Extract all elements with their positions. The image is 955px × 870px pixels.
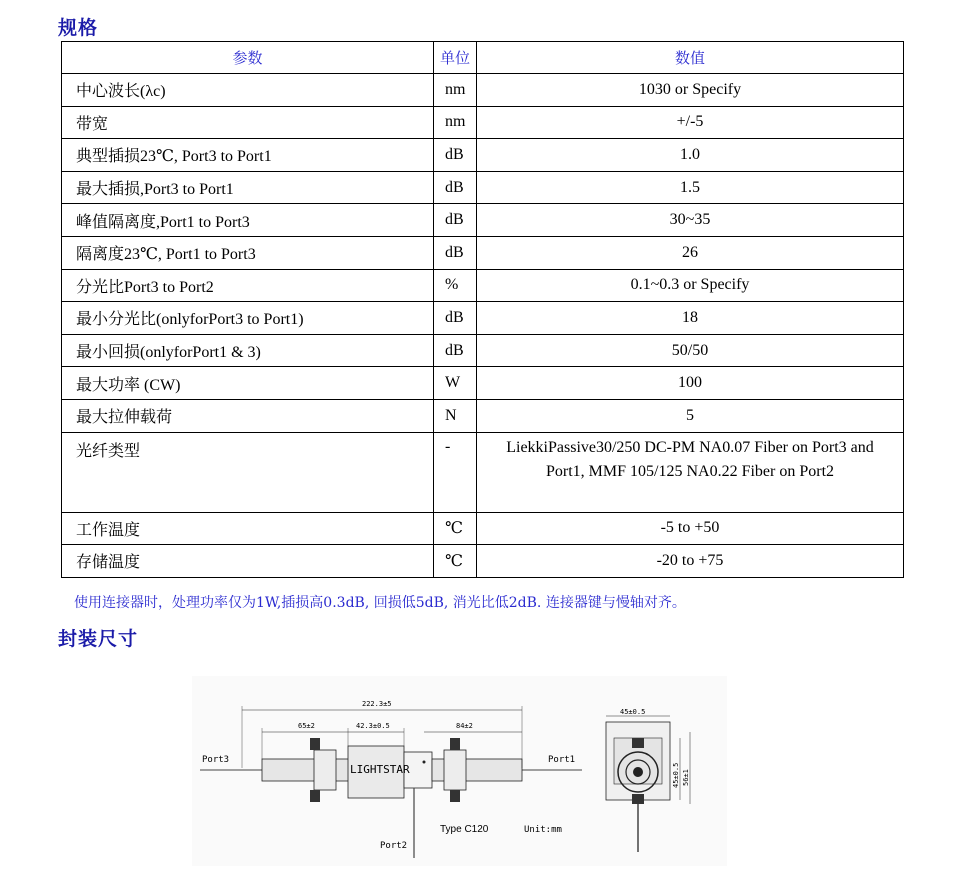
- cell-value: +/-5: [477, 106, 904, 139]
- table-row: [62, 512, 904, 545]
- cell-param: 峰值隔离度,Port1 to Port3: [62, 204, 434, 237]
- cell-unit: W: [434, 367, 477, 400]
- cell-value: 5: [477, 399, 904, 432]
- cell-unit: nm: [434, 74, 477, 107]
- port1-label: Port1: [548, 755, 576, 765]
- cell-value: 1.5: [477, 171, 904, 204]
- cell-param: 工作温度: [62, 512, 434, 545]
- cell-param: 隔离度23℃, Port1 to Port3: [62, 236, 434, 269]
- cell-value: LiekkiPassive30/250 DC-PM NA0.07 Fiber on Port3 and Port1, MMF 105/125 NA0.22 Fiber on Port2: [477, 432, 904, 512]
- cell-unit: dB: [434, 302, 477, 335]
- brand-label: LIGHTSTAR: [350, 763, 410, 776]
- cell-param: 最小分光比(onlyforPort3 to Port1): [62, 302, 434, 335]
- port3-label: Port3: [202, 755, 230, 765]
- table-row: [62, 367, 904, 400]
- cell-value: -20 to +75: [477, 545, 904, 578]
- side-view-core: [633, 767, 643, 777]
- table-row: [62, 334, 904, 367]
- spec-table: [61, 41, 904, 578]
- spec-heading: 规格: [58, 17, 99, 39]
- dim-side-height: 56±1: [682, 769, 690, 786]
- right-screw-bottom: [450, 790, 460, 802]
- cell-unit: ℃: [434, 512, 477, 545]
- cell-value: 100: [477, 367, 904, 400]
- cell-value: -5 to +50: [477, 512, 904, 545]
- cell-value: 18: [477, 302, 904, 335]
- type-label: Type C120: [440, 824, 489, 835]
- package-heading: 封装尺寸: [58, 628, 139, 650]
- package-drawing: [192, 676, 727, 866]
- header-param: 参数: [62, 42, 434, 74]
- cell-value: 30~35: [477, 204, 904, 237]
- left-screw-top: [310, 738, 320, 750]
- right-clamp: [444, 750, 466, 790]
- dim-mid: 42.3±0.5: [356, 722, 390, 730]
- cell-value: 1030 or Specify: [477, 74, 904, 107]
- table-row: [62, 399, 904, 432]
- header-value: 数值: [477, 42, 904, 74]
- cell-value: 26: [477, 236, 904, 269]
- port2-label: Port2: [380, 841, 408, 851]
- cell-param: 中心波长(λc): [62, 74, 434, 107]
- table-row: [62, 432, 904, 512]
- cell-unit: dB: [434, 204, 477, 237]
- cell-value: 0.1~0.3 or Specify: [477, 269, 904, 302]
- table-row: [62, 171, 904, 204]
- table-row: [62, 302, 904, 335]
- cell-param: 最小回损(onlyforPort1 & 3): [62, 334, 434, 367]
- cell-param: 光纤类型: [62, 432, 434, 512]
- table-row: [62, 269, 904, 302]
- table-header-row: [62, 42, 904, 74]
- table-row: [62, 139, 904, 172]
- cell-param: 存储温度: [62, 545, 434, 578]
- cell-param: 最大拉伸载荷: [62, 399, 434, 432]
- cell-unit: dB: [434, 334, 477, 367]
- dim-total: 222.3±5: [362, 700, 392, 708]
- dim-right: 84±2: [456, 722, 473, 730]
- table-row: [62, 236, 904, 269]
- header-unit: 单位: [434, 42, 477, 74]
- right-screw-top: [450, 738, 460, 750]
- cell-param: 典型插损23℃, Port3 to Port1: [62, 139, 434, 172]
- cell-unit: nm: [434, 106, 477, 139]
- left-screw-bottom: [310, 790, 320, 802]
- cell-unit: -: [434, 432, 477, 512]
- cell-param: 带宽: [62, 106, 434, 139]
- cell-param: 最大功率 (CW): [62, 367, 434, 400]
- cell-value: 1.0: [477, 139, 904, 172]
- table-row: [62, 204, 904, 237]
- left-clamp: [314, 750, 336, 790]
- table-row: [62, 106, 904, 139]
- cell-unit: dB: [434, 171, 477, 204]
- left-tube: [262, 759, 352, 781]
- cell-unit: dB: [434, 139, 477, 172]
- table-body: [62, 74, 904, 578]
- table-row: [62, 74, 904, 107]
- cell-param: 分光比Port3 to Port2: [62, 269, 434, 302]
- cell-unit: %: [434, 269, 477, 302]
- cell-unit: dB: [434, 236, 477, 269]
- cell-unit: N: [434, 399, 477, 432]
- dim-left: 65±2: [298, 722, 315, 730]
- cell-param: 最大插损,Port3 to Port1: [62, 171, 434, 204]
- connector-note: 使用连接器时，处理功率仅为1W,插损高0.3dB, 回损低5dB, 消光比低2dB. 连接器键与慢轴对齐。: [74, 595, 686, 611]
- dim-side-width: 45±0.5: [620, 708, 646, 716]
- table-row: [62, 545, 904, 578]
- cell-value: 50/50: [477, 334, 904, 367]
- cell-unit: ℃: [434, 545, 477, 578]
- unit-label: Unit:mm: [524, 825, 562, 835]
- dim-side-inner: 45±0.5: [672, 762, 680, 788]
